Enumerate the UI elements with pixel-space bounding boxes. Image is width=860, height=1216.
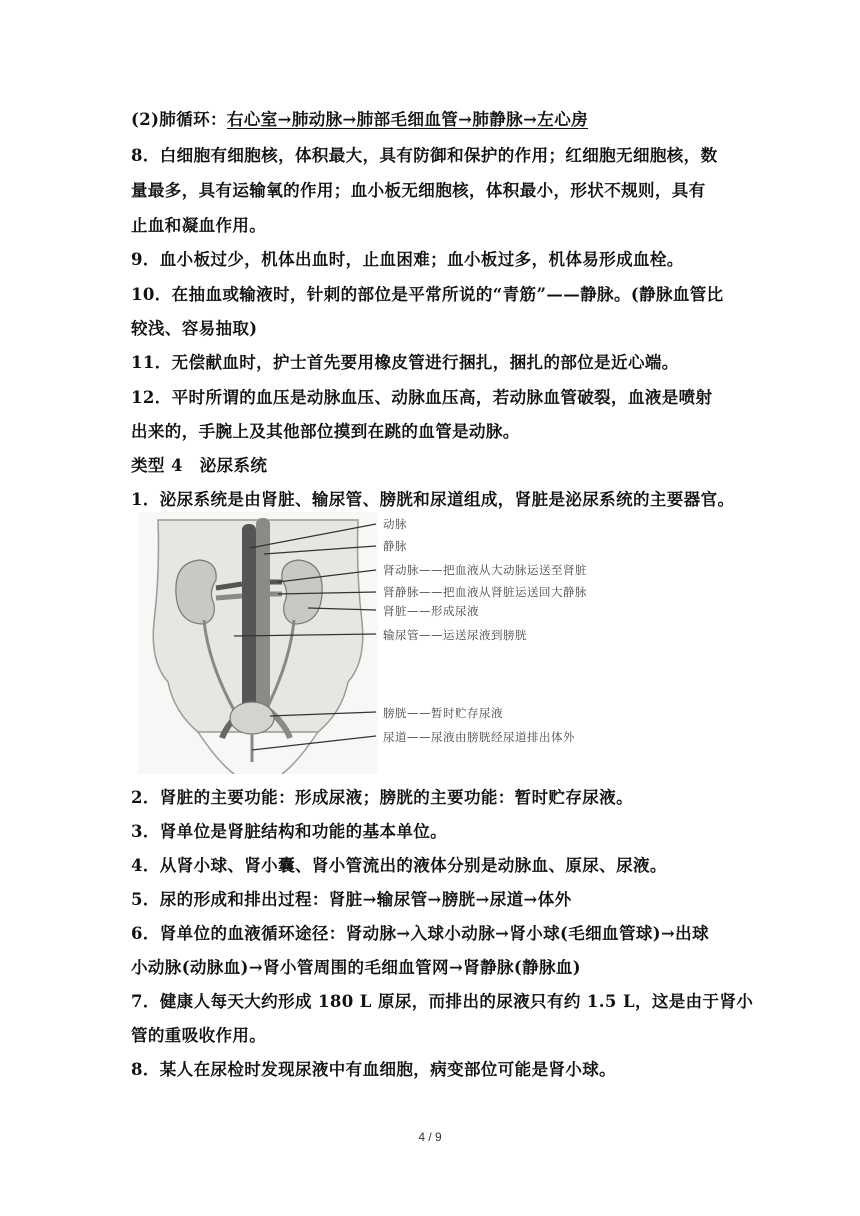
text-line: 12．平时所谓的血压是动脉血压、动脉血压高，若动脉血管破裂，血液是喷射 <box>131 388 713 407</box>
figure-label-renal-artery: 肾动脉——把血液从大动脉运送至肾脏 <box>383 563 587 577</box>
text-line: 6．肾单位的血液循环途径：肾动脉→入球小动脉→肾小球(毛细血管球)→出球 <box>131 924 709 943</box>
text-line: 10．在抽血或输液时，针刺的部位是平常所说的“青筋”——静脉。(静脉血管比 <box>131 285 724 304</box>
text-line: 小动脉(动脉血)→肾小管周围的毛细血管网→肾静脉(静脉血) <box>131 958 581 977</box>
figure-label-vein: 静脉 <box>383 539 407 553</box>
text-line: 5．尿的形成和排出过程：肾脏→输尿管→膀胱→尿道→体外 <box>131 890 572 909</box>
text-line: 3．肾单位是肾脏结构和功能的基本单位。 <box>131 822 448 841</box>
text-line: 8．白细胞有细胞核，体积最大，具有防御和保护的作用；红细胞无细胞核，数 <box>131 146 718 165</box>
figure-label-bladder: 膀胱——暂时贮存尿液 <box>383 706 503 720</box>
section-heading: 类型 4 泌尿系统 <box>131 456 268 475</box>
figure-label-renal-vein: 肾静脉——把血液从肾脏运送回大静脉 <box>383 585 587 599</box>
text-line: 4．从肾小球、肾小囊、肾小管流出的液体分别是动脉血、原尿、尿液。 <box>131 856 667 875</box>
text-line: 量最多，具有运输氧的作用；血小板无细胞核，体积最小，形状不规则，具有 <box>131 181 706 200</box>
figure-label-ureter: 输尿管——运送尿液到膀胱 <box>383 628 527 642</box>
page-number: 4 / 9 <box>418 1130 442 1144</box>
text-line: 11．无偿献血时，护士首先要用橡皮管进行捆扎，捆扎的部位是近心端。 <box>131 353 679 372</box>
text-line: 9．血小板过少，机体出血时，止血困难；血小板过多，机体易形成血栓。 <box>131 250 684 269</box>
text-line: 7．健康人每天大约形成 180 L 原尿，而排出的尿液只有约 1.5 L，这是由于肾小 <box>131 992 754 1011</box>
text-line: 8．某人在尿检时发现尿液中有血细胞，病变部位可能是肾小球。 <box>131 1060 617 1079</box>
text-line: 1．泌尿系统是由肾脏、输尿管、膀胱和尿道组成，肾脏是泌尿系统的主要器官。 <box>131 490 735 509</box>
text-line: 较浅、容易抽取) <box>131 319 258 338</box>
line-pulmonary-circulation: (2)肺循环：右心室→肺动脉→肺部毛细血管→肺静脉→左心房 <box>131 110 589 129</box>
text-line: 出来的，手腕上及其他部位摸到在跳的血管是动脉。 <box>131 422 520 441</box>
text-line: 2．肾脏的主要功能：形成尿液；膀胱的主要功能：暂时贮存尿液。 <box>131 788 633 807</box>
figure-label-kidney: 肾脏——形成尿液 <box>383 604 479 618</box>
figure-label-artery: 动脉 <box>383 517 407 531</box>
urinary-system-figure <box>138 512 378 774</box>
text-line: 止血和凝血作用。 <box>131 216 267 235</box>
text-line: 管的重吸收作用。 <box>131 1026 267 1045</box>
figure-label-urethra: 尿道——尿液由膀胱经尿道排出体外 <box>383 730 575 744</box>
underlined-answer: 右心室→肺动脉→肺部毛细血管→肺静脉→左心房 <box>226 110 589 129</box>
